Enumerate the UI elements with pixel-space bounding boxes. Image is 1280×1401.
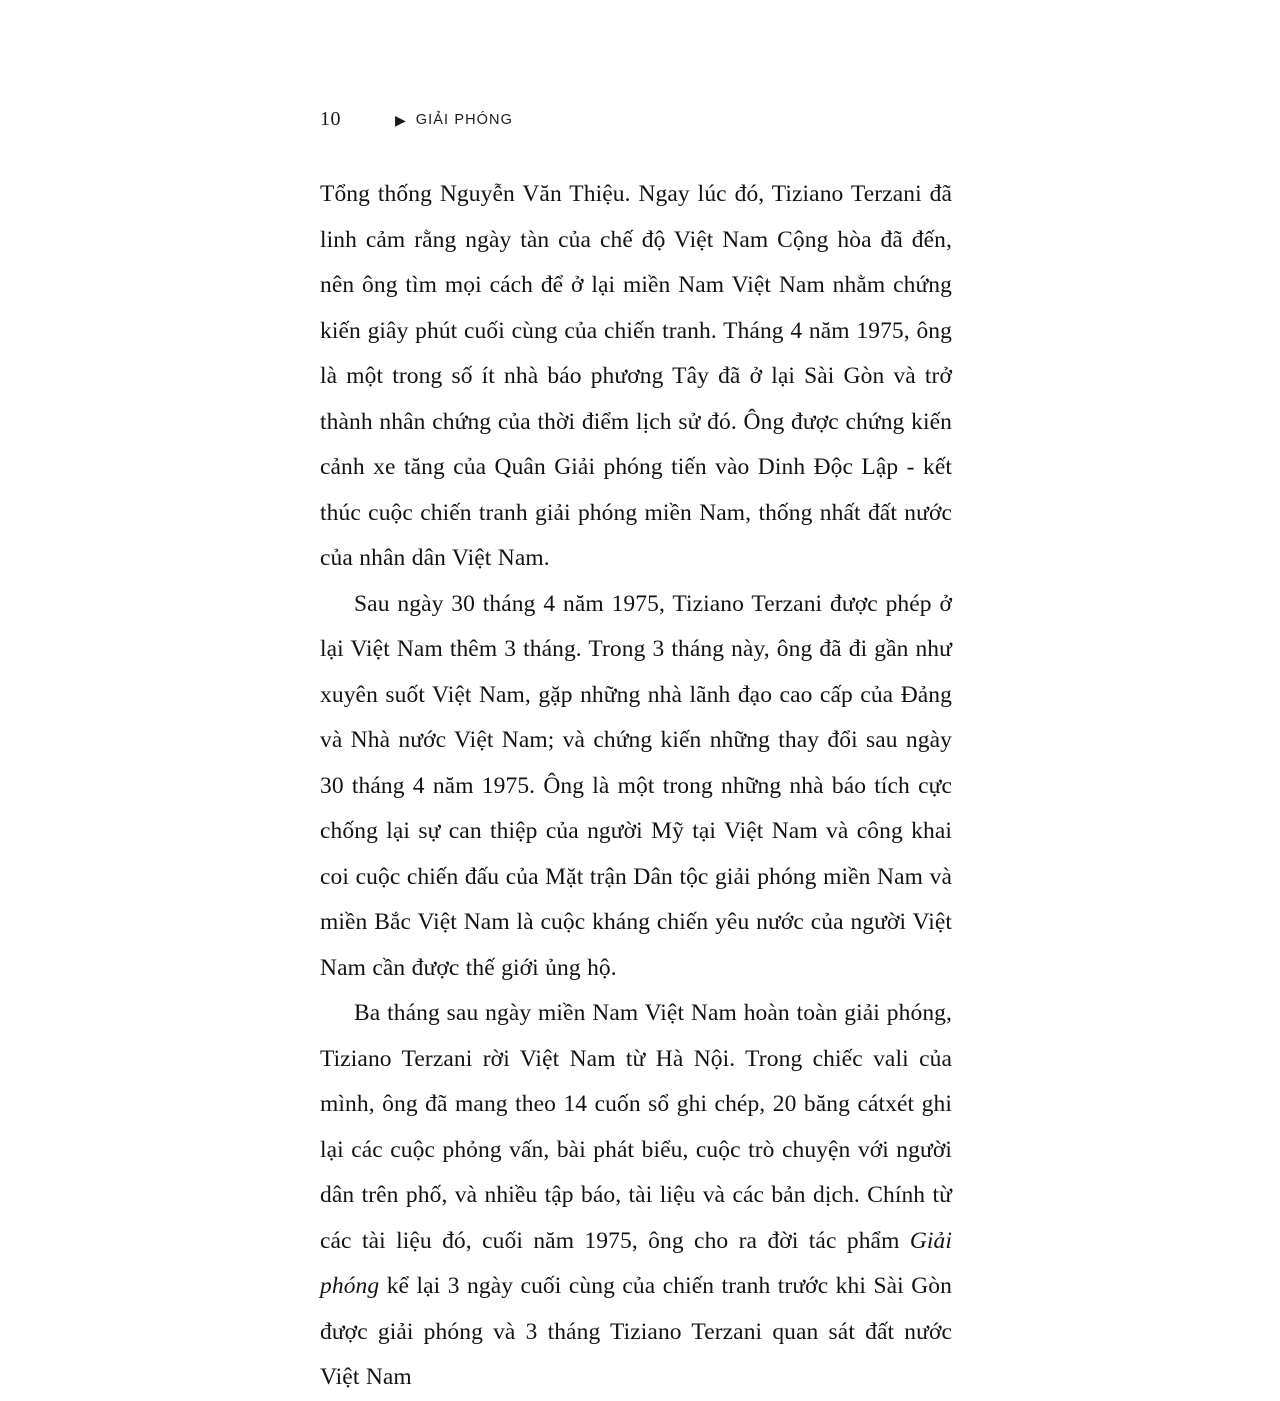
paragraph-text-part-2: kể lại 3 ngày cuối cùng của chiến tranh trước khi Sài Gòn được giải phóng và 3 tháng Tiziano Terzani quan sát đất nước Việt Nam	[320, 1273, 952, 1390]
body-text	[320, 172, 952, 1401]
book-title-header: GIẢI PHÓNG	[415, 111, 513, 128]
work-title-italic: Giải phóng	[320, 1227, 952, 1299]
paragraph-text-part-1: Ba tháng sau ngày miền Nam Việt Nam hoàn toàn giải phóng, Tiziano Terzani rời Việt Nam từ Hà Nội. Trong chiếc vali của mình, ông đã mang theo 14 cuốn sổ ghi chép, 20 băng cátxét ghi lại các cuộc phỏng vấn, bài phát biểu, cuộc trò chuyện với người dân trên phố, và nhiều tập báo, tài liệu và các bản dịch. Chính từ các tài liệu đó, cuối năm 1975, ông cho ra đời tác phẩm	[320, 1000, 952, 1254]
paragraph: Tổng thống Nguyễn Văn Thiệu. Ngay lúc đó, Tiziano Terzani đã linh cảm rằng ngày tàn của chế độ Việt Nam Cộng hòa đã đến, nên ông tìm mọi cách để ở lại miền Nam Việt Nam nhằm chứng kiến giây phút cuối cùng của chiến tranh. Tháng 4 năm 1975, ông là một trong số ít nhà báo phương Tây đã ở lại Sài Gòn và trở thành nhân chứng của thời điểm lịch sử đó. Ông được chứng kiến cảnh xe tăng của Quân Giải phóng tiến vào Dinh Độc Lập - kết thúc cuộc chiến tranh giải phóng miền Nam, thống nhất đất nước của nhân dân Việt Nam.	[320, 181, 952, 571]
page-number: 10	[320, 108, 341, 130]
paragraph	[320, 991, 952, 1401]
running-head	[320, 108, 513, 131]
triangle-marker-icon: ▶	[395, 111, 406, 128]
paragraph: Sau ngày 30 tháng 4 năm 1975, Tiziano Terzani được phép ở lại Việt Nam thêm 3 tháng. Trong 3 tháng này, ông đã đi gần như xuyên suốt Việt Nam, gặp những nhà lãnh đạo cao cấp của Đảng và Nhà nước Việt Nam; và chứng kiến những thay đổi sau ngày 30 tháng 4 năm 1975. Ông là một trong những nhà báo tích cực chống lại sự can thiệp của người Mỹ tại Việt Nam và công khai coi cuộc chiến đấu của Mặt trận Dân tộc giải phóng miền Nam và miền Bắc Việt Nam là cuộc kháng chiến yêu nước của người Việt Nam cần được thế giới ủng hộ.	[320, 590, 952, 981]
